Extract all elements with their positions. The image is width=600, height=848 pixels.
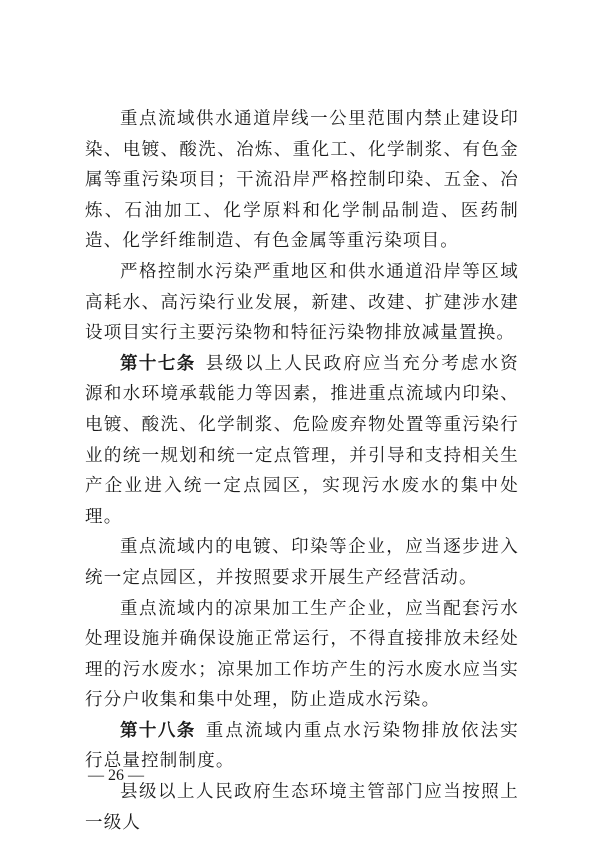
paragraph-text: 重点流域内的凉果加工生产企业，应当配套污水处理设施并确保设施正常运行，不得直接排放未经处理的污水废水；凉果加工作坊产生的污水废水应当实行分户收集和集中处理，防止造成水污染。 xyxy=(85,598,519,711)
page-number: — 26 — xyxy=(88,767,144,784)
document-body xyxy=(85,104,519,838)
article-number: 第十七条 xyxy=(120,353,196,374)
paragraph-7 xyxy=(85,777,519,838)
paragraph-text: 重点流域内的电镀、印染等企业，应当逐步进入统一定点园区，并按照要求开展生产经营活动。 xyxy=(85,537,519,588)
paragraph-5 xyxy=(85,594,519,716)
paragraph-article-17 xyxy=(85,349,519,533)
paragraph-text: 严格控制水污染严重地区和供水通道沿岸等区域高耗水、高污染行业发展，新建、改建、扩建涉水建设项目实行主要污染物和特征污染物排放减量置换。 xyxy=(85,261,519,344)
paragraph-text: 重点流域供水通道岸线一公里范围内禁止建设印染、电镀、酸洗、冶炼、重化工、化学制浆、有色金属等重污染项目；干流沿岸严格控制印染、五金、冶炼、石油加工、化学原料和化学制品制造、医药制造、化学纤维制造、有色金属等重污染项目。 xyxy=(85,109,519,252)
article-number: 第十八条 xyxy=(120,720,196,741)
paragraph-text: 县级以上人民政府生态环境主管部门应当按照上一级人 xyxy=(85,782,519,833)
paragraph-2 xyxy=(85,257,519,349)
paragraph-text: 县级以上人民政府应当充分考虑水资源和水环境承载能力等因素，推进重点流域内印染、电镀、酸洗、化学制浆、危险废弃物处置等重污染行业的统一规划和统一定点管理，并引导和支持相关生产企业进入统一定点园区，实现污水废水的集中处理。 xyxy=(85,353,519,527)
paragraph-article-18 xyxy=(85,716,519,777)
paragraph-1 xyxy=(85,104,519,257)
paragraph-4 xyxy=(85,532,519,593)
paragraph-text: 重点流域内重点水污染物排放依法实行总量控制制度。 xyxy=(85,720,519,772)
